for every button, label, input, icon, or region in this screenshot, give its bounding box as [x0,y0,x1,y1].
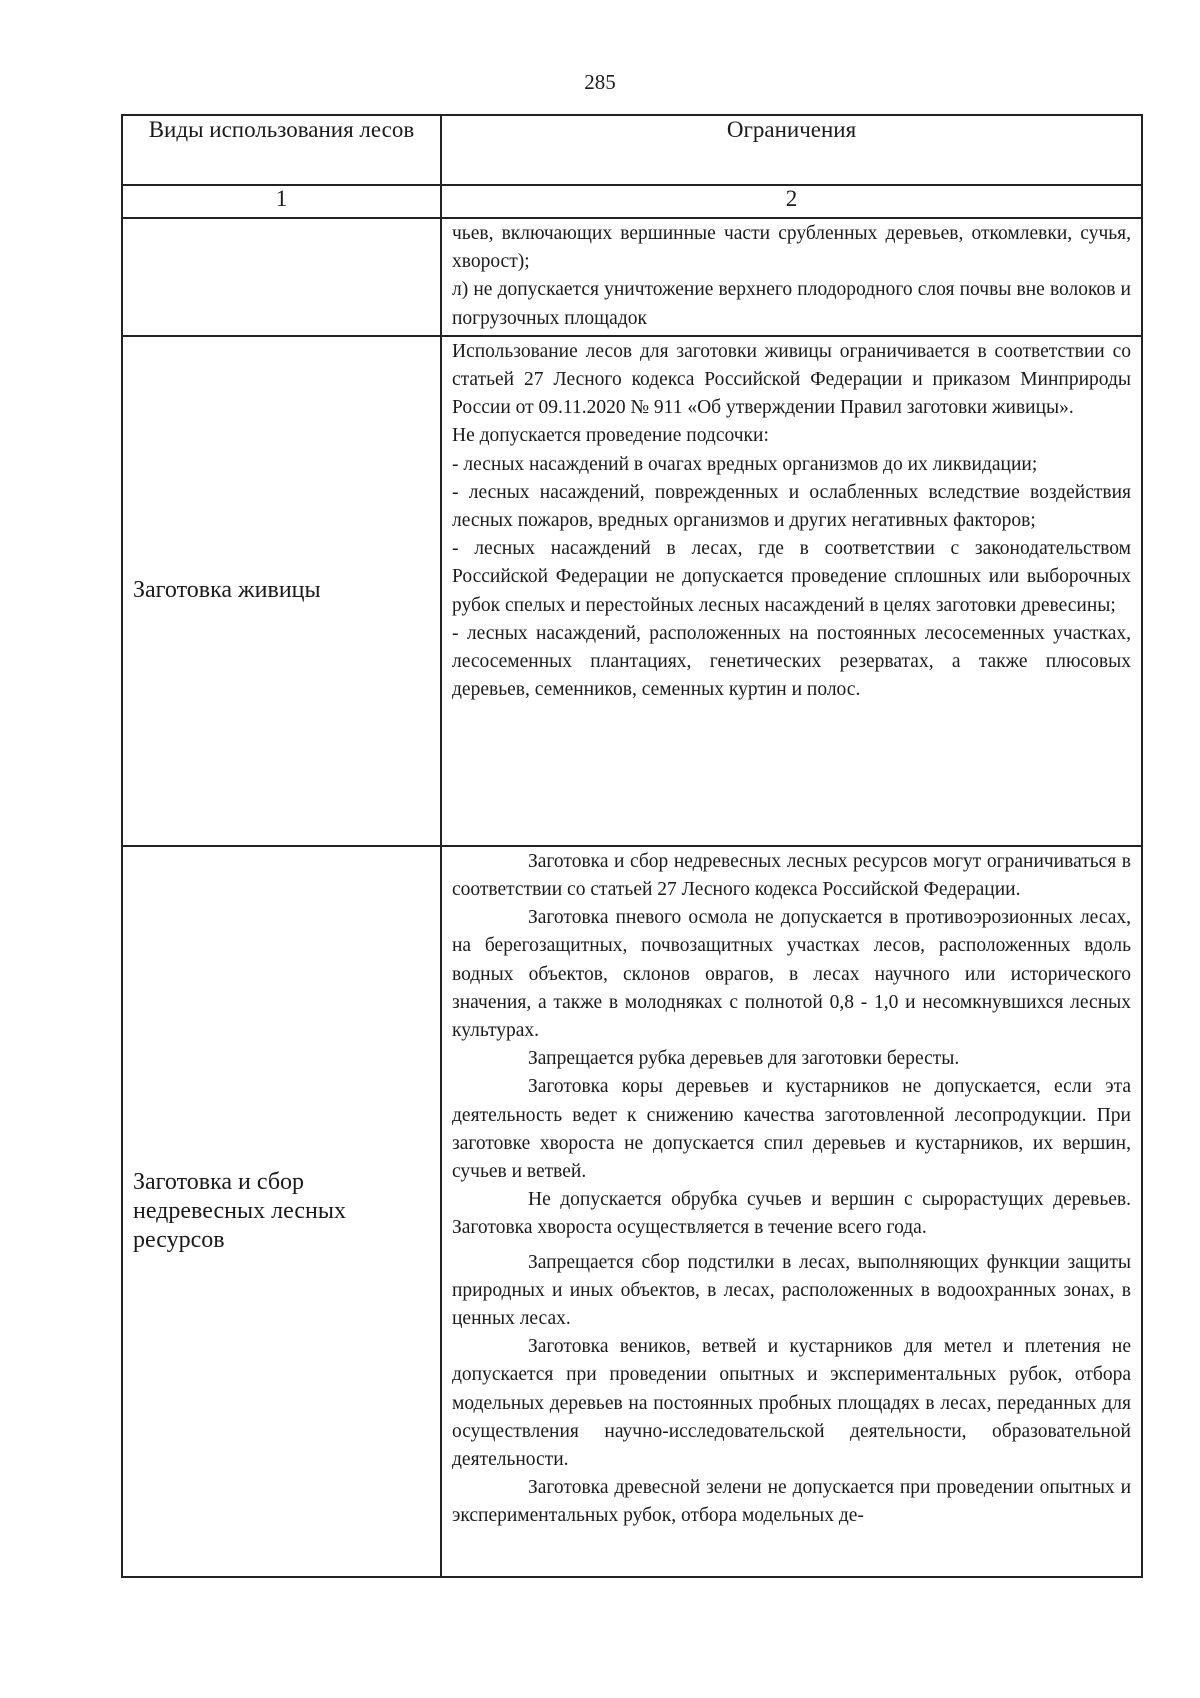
forest-use-type-cell: Заготовка и сбор недревесных лесных ресурсов [122,846,441,1577]
header-restrictions: Ограничения [441,115,1142,185]
table-row [122,336,1142,846]
restriction-paragraph: - лесных насаждений в очагах вредных организмов до их ликвидации; [452,453,1038,475]
table-row [122,218,1142,336]
restriction-paragraph: Использование лесов для заготовки живицы ограничивается в соответствии со статьей 27 Лесного кодекса Российской Федерации и приказом Минприроды России от 09.11.2020 № 911 «Об утверждении Правил заготовки живицы». [452,340,1131,419]
page-number: 285 [584,70,616,94]
restriction-paragraph: - лесных насаждений, поврежденных и ослабленных вследствие воздействия лесных пожаров, вредных организмов и других негативных факторов; [452,481,1131,532]
forest-use-type-cell [122,218,441,336]
table-row [122,846,1142,1577]
restriction-paragraph: Заготовка пневого осмола не допускается в противоэрозионных лесах, на берегозащитных, почвозащитных участках лесов, расположенных вдоль водных объектов, склонов оврагов, в лесах научного или исторического значения, а также в молодняках с полнотой 0,8 - 1,0 и несомкнувшихся лесных культурах. [452,907,1131,1042]
restrictions-table [121,114,1143,1578]
restrictions-cell [441,218,1142,336]
restriction-paragraph: Заготовка коры деревьев и кустарников не допускается, если эта деятельность ведет к снижению качества заготовленной лесопродукции. При заготовке хвороста не допускается спил деревьев и кустарников, их вершин, сучьев и ветвей. [452,1076,1131,1183]
restriction-paragraph: л) не допускается уничтожение верхнего плодородного слоя почвы вне волоков и погрузочных площадок [452,279,1131,329]
column-number-row [122,185,1142,218]
restriction-paragraph: Не допускается проведение подсочки: [452,425,769,447]
restrictions-cell [441,846,1142,1577]
forest-use-type-cell: Заготовка живицы [122,336,441,846]
restriction-paragraph: чьев, включающих вершинные части срубленных деревьев, откомлевки, сучья, хворост); [452,223,1131,273]
restriction-paragraph: Заготовка древесной зелени не допускается при проведении опытных и экспериментальных рубок, отбора модельных де- [452,1477,1131,1527]
column-number-1: 1 [122,185,441,218]
restriction-paragraph: Заготовка и сбор недревесных лесных ресурсов могут ограничиваться в соответствии со статьей 27 Лесного кодекса Российской Федерации. [452,850,1131,901]
restriction-paragraph: Запрещается рубка деревьев для заготовки бересты. [528,1048,960,1070]
restriction-paragraph: Запрещается сбор подстилки в лесах, выполняющих функции защиты природных и иных объектов, в лесах, расположенных в водоохранных зонах, в ценных лесах. [452,1251,1131,1330]
restriction-paragraph: Заготовка веников, ветвей и кустарников для метел и плетения не допускается при проведении опытных и экспериментальных рубок, отбора модельных деревьев на постоянных пробных площадях в лесах, переданных для осуществления научно-исследовательской деятельности, образовательной деятельности. [452,1336,1131,1471]
restriction-paragraph: - лесных насаждений, расположенных на постоянных лесосеменных участках, лесосеменных плантациях, генетических резерватах, а также плюсовых деревьев, семенников, семенных куртин и полос. [452,622,1131,701]
table-header-row [122,115,1142,185]
restriction-paragraph: Не допускается обрубка сучьев и вершин с сырорастущих деревьев. Заготовка хвороста осуществляется в течение всего года. [452,1189,1131,1239]
header-forest-use-types: Виды использования лесов [122,115,441,185]
column-number-2: 2 [441,185,1142,218]
restriction-paragraph: - лесных насаждений в лесах, где в соответствии с законодательством Российской Федерации не допускается проведение сплошных или выборочных рубок спелых и перестойных лесных насаждений в целях заготовки древесины; [452,538,1131,616]
restrictions-cell [441,336,1142,846]
